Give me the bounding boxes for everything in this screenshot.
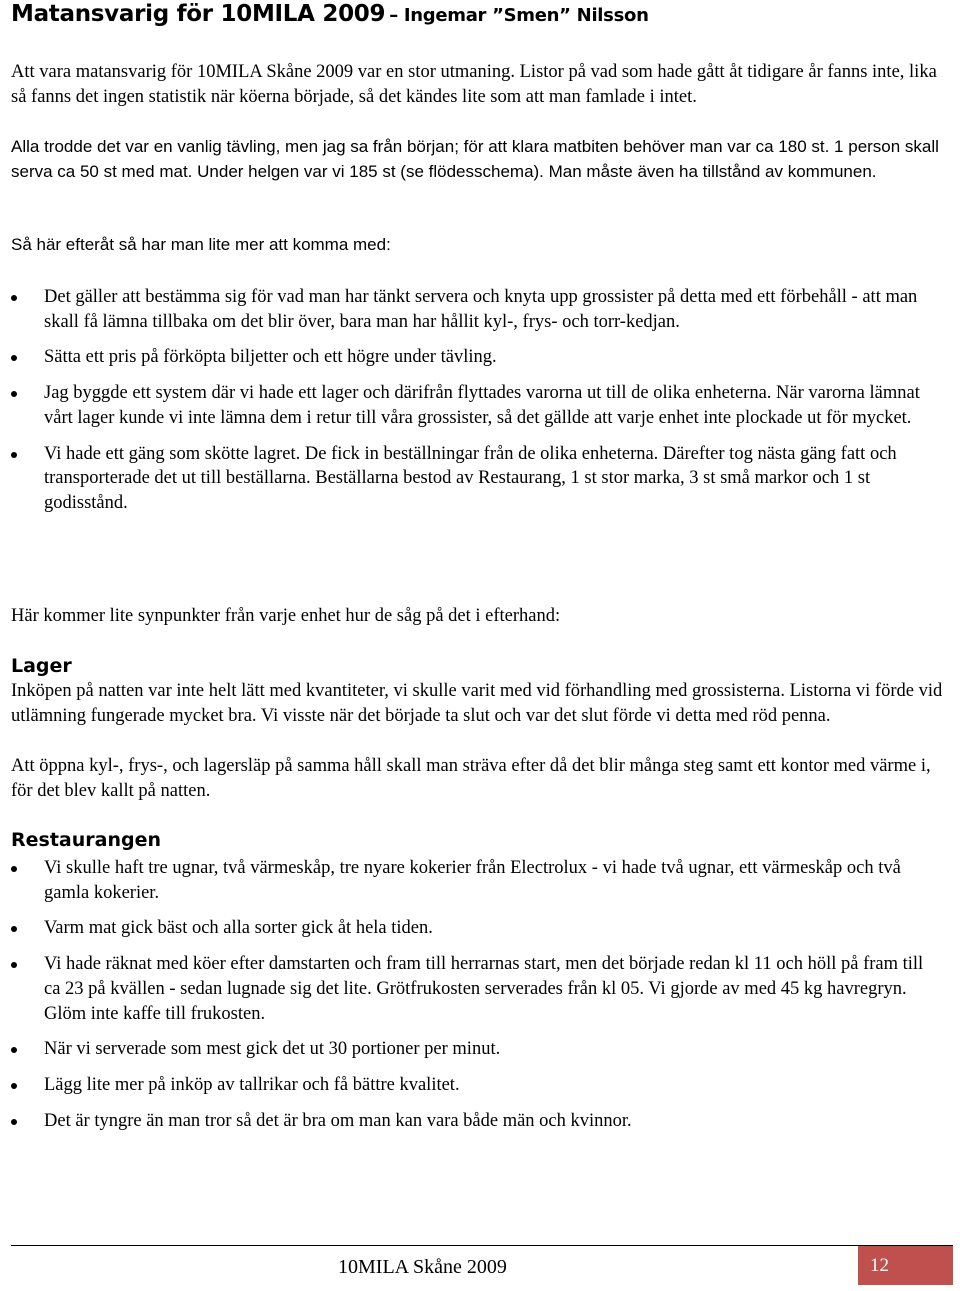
- list-item: [0, 381, 940, 430]
- bullet-icon: [11, 391, 17, 397]
- intro-paragraph: Att vara matansvarig för 10MILA Skåne 2009 var en stor utmaning. Listor på vad som hade gått åt tidigare år fanns inte, lika så fanns det ingen statistik när köerna började, så det kändes lite som att man famlade i intet.: [11, 62, 937, 107]
- requirements-paragraph: Alla trodde det var en vanlig tävling, men jag sa från början; för att klara matbiten behöver man var ca 180 st. 1 person skall serva ca 50 st med mat. Under helgen var vi 185 st (se flödesschema). Man måste även ha tillstånd av kommunen.: [11, 137, 939, 182]
- footer-divider: [11, 1245, 953, 1246]
- bullet-icon: [11, 1047, 17, 1053]
- page-number-badge: [858, 1246, 953, 1285]
- list-item-text: Lägg lite mer på inköp av tallrikar och få bättre kvalitet.: [44, 1074, 460, 1095]
- bullet-icon: [11, 452, 17, 458]
- lessons-intro: Så här efteråt så har man lite mer att komma med:: [11, 235, 391, 254]
- list-item-text: Sätta ett pris på förköpta biljetter och ett högre under tävling.: [44, 347, 497, 368]
- bullet-icon: [11, 962, 17, 968]
- list-item: [0, 442, 940, 516]
- title-author: – Ingemar ”Smen” Nilsson: [389, 5, 649, 26]
- bullet-icon: [11, 1119, 17, 1125]
- list-item: [0, 1037, 940, 1062]
- bullet-icon: [11, 1083, 17, 1089]
- title-main: Matansvarig för 10MILA 2009: [11, 1, 386, 27]
- lager-paragraph-1: Inköpen på natten var inte helt lätt med kvantiteter, vi skulle varit med vid förhandling med grossisterna. Listorna vi förde vid utlämning fungerade mycket bra. Vi visste när det började ta slut och var det slut förde vi detta med röd penna.: [11, 681, 943, 726]
- list-item: [0, 916, 940, 941]
- list-item-text: Vi hade räknat med köer efter damstarten och fram till herrarnas start, men det började redan kl 11 och höll på fram till ca 23 på kvällen - sedan lugnade sig det lite. Grötfrukosten serverades från kl 05. Vi gjorde av med 45 kg havregryn. Glöm inte kaffe till frukosten.: [44, 954, 924, 1024]
- list-item: [0, 1109, 940, 1134]
- advice-list: [0, 285, 940, 516]
- list-item-text: Varm mat gick bäst och alla sorter gick åt hela tiden.: [44, 918, 433, 939]
- list-item-text: Vi hade ett gäng som skötte lagret. De fick in beställningar från de olika enheterna. Därefter tog nästa gäng fatt och transporterade det ut till beställarna. Beställarna bestod av Restaurang, 1 st stor marka, 3 st små markor och 1 st godisstånd.: [44, 443, 897, 513]
- bullet-icon: [11, 295, 17, 301]
- bullet-icon: [11, 866, 17, 872]
- list-item-text: Det gäller att bestämma sig för vad man har tänkt servera och knyta upp grossister på detta med ett förbehåll - att man skall få lämna tillbaka om det blir över, bara man har hållit kyl-, frys- och torr-kedjan.: [44, 287, 918, 332]
- list-item-text: Jag byggde ett system där vi hade ett lager och därifrån flyttades varorna ut till de olika enheterna. När varorna lämnat vårt lager kunde vi inte lämna dem i retur till våra grossister, så det gällde att varje enhet inte plockade ut för mycket.: [44, 383, 920, 428]
- list-item: [0, 285, 940, 334]
- list-item: [0, 345, 940, 370]
- list-item-text: När vi serverade som mest gick det ut 30 portioner per minut.: [44, 1039, 501, 1060]
- section-heading-restaurangen: Restaurangen: [11, 829, 161, 851]
- bullet-icon: [11, 926, 17, 932]
- lager-paragraph-2: Att öppna kyl-, frys-, och lagersläp på samma håll skall man sträva efter då det blir många steg samt ett kontor med värme i, för det blev kallt på natten.: [11, 756, 931, 801]
- synpunkter-paragraph: Här kommer lite synpunkter från varje enhet hur de såg på det i efterhand:: [11, 606, 561, 626]
- list-item-text: Det är tyngre än man tror så det är bra om man kan vara både män och kvinnor.: [44, 1110, 632, 1131]
- list-item-text: Vi skulle haft tre ugnar, två värmeskåp, tre nyare kokerier från Electrolux - vi hade två ugnar, ett värmeskåp och två gamla kokerier.: [44, 858, 901, 903]
- list-item: [0, 952, 940, 1026]
- list-item: [0, 856, 940, 905]
- bullet-icon: [11, 355, 17, 361]
- restaurangen-list: [0, 856, 940, 1133]
- footer-title: 10MILA Skåne 2009: [338, 1256, 507, 1278]
- page-title: [11, 0, 649, 32]
- page-number: 12: [870, 1255, 889, 1276]
- section-heading-lager: Lager: [11, 655, 72, 677]
- list-item: [0, 1073, 940, 1098]
